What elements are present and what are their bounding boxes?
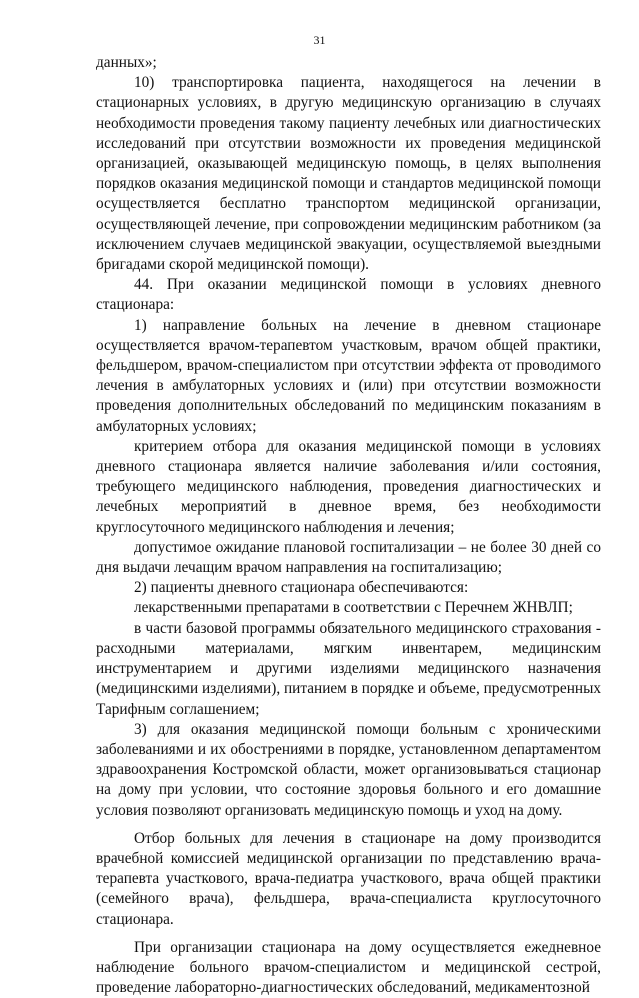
paragraph-home-hospital-organization: При организации стационара на дому осуществляется ежедневное наблюдение больного врачом-специалистом и медицинской сестрой, проведение лабораторно-диагностических обследований, медикаментозной	[96, 938, 601, 997]
paragraph-item-10-transport: 10) транспортировка пациента, находящегося на лечении в стационарных условиях, в другую медицинскую организацию в случаях необходимости проведения такому пациенту лечебных или диагностических исследований при отсутствии возможности их проведения медицинской организацией, оказывающей медицинскую помощь, в целях выполнения порядков оказания медицинской помощи и стандартов медицинской помощи осуществляется бесплатно транспортом медицинской организации, осуществляющей лечение, при сопровождении медицинским работником (за исключением случаев медицинской эвакуации, осуществляемой выездными бригадами скорой медицинской помощи).	[96, 74, 601, 274]
paragraph-insurance-materials: в части базовой программы обязательного медицинского страхования - расходными материалами, мягким инвентарем, медицинским инструментарием и другими изделиями медицинского назначения (медицинскими изделиями), питанием в порядке и объеме, предусмотренных Тарифным соглашением;	[96, 619, 601, 718]
paragraph-item-3-home-hospital: 3) для оказания медицинской помощи больным с хроническими заболеваниями и их обострениями в порядке, установленном департаментом здравоохранения Костромской области, может организовываться стационар на дому при условии, что состояние здоровья больного и его домашние условия позволяют организовать медицинскую помощь и уход на дому.	[96, 720, 601, 819]
paragraph-patient-selection: Отбор больных для лечения в стационаре на дому производится врачебной комиссией медицинской организации по представлению врача-терапевта участкового, врача-педиатра участкового, врача общей практики (семейного врача), фельдшера, врача-специалиста круглосуточного стационара.	[96, 829, 601, 928]
paragraph-item-1-referral: 1) направление больных на лечение в дневном стационаре осуществляется врачом-терапевтом участковым, врачом общей практики, фельдшером, врачом-специалистом при отсутствии эффекта от проводимого лечения в амбулаторных условиях и (или) при отсутствии возможности проведения дополнительных обследований по медицинским показаниям в амбулаторных условиях;	[96, 316, 601, 435]
paragraph-continuation: данных»;	[96, 54, 157, 71]
paragraph-waiting-time: допустимое ожидание плановой госпитализации – не более 30 дней со дня выдачи лечащим врачом направления на госпитализацию;	[96, 538, 601, 577]
body-text	[96, 53, 601, 998]
paragraph-section-44-heading: 44. При оказании медицинской помощи в условиях дневного стационара:	[96, 276, 601, 314]
page-number: 31	[313, 33, 326, 47]
paragraph-selection-criterion: критерием отбора для оказания медицинской помощи в условиях дневного стационара является наличие заболевания и/или состояния, требующего медицинского наблюдения, проведения диагностических и лечебных мероприятий в дневное время, без необходимости круглосуточного медицинского наблюдения и лечения;	[96, 437, 601, 536]
paragraph-medicines: лекарственными препаратами в соответствии с Перечнем ЖНВЛП;	[134, 599, 573, 617]
paragraph-item-2-provision: 2) пациенты дневного стационара обеспечиваются:	[134, 579, 469, 597]
